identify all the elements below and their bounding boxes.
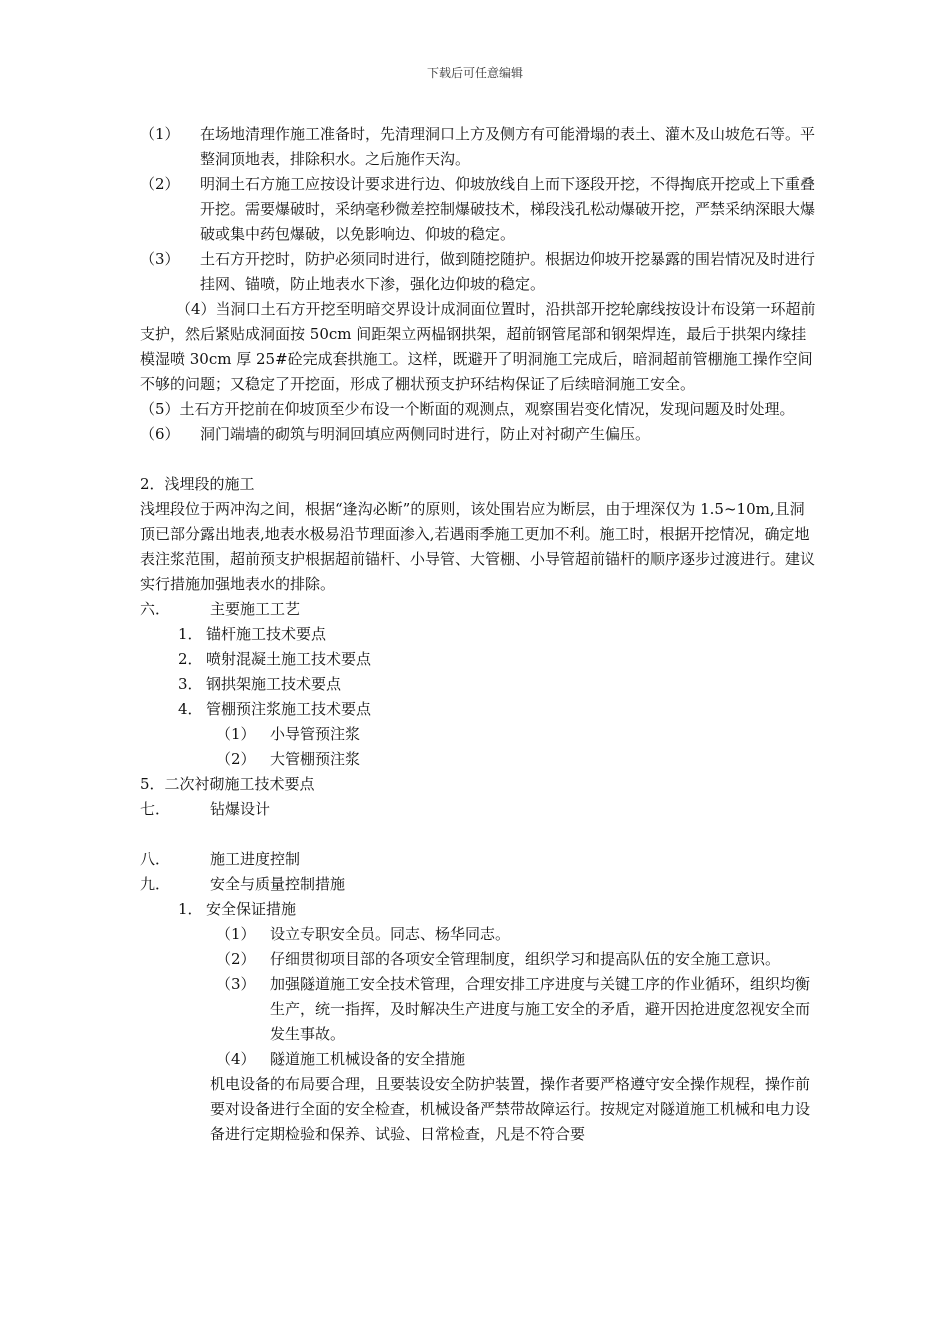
sub-list-item — [140, 1047, 818, 1072]
section-title: 安全与质量控制措施 — [210, 875, 346, 893]
sub-list-item — [140, 722, 818, 747]
section-heading: 2．浅埋段的施工 — [140, 475, 255, 493]
list-item — [140, 122, 818, 172]
item-text: 在场地清理作施工准备时，先清理洞口上方及侧方有可能滑塌的表土、灌木及山坡危石等。平整洞顶地表，排除积水。之后施作天沟。 — [200, 125, 816, 168]
item-text: 大管棚预注浆 — [270, 750, 361, 768]
paragraph-4: （4）当洞口土石方开挖至明暗交界设计成洞面位置时，沿拱部开挖轮廓线按设计布设第一环超前支护，然后紧贴成洞面按 50cm 间距架立两榀钢拱架，超前钢管尾部和钢架焊连，最后于拱架内缘挂模湿喷 30cm 厚 25#砼完成套拱施工。这样，既避开了明洞施工完成后，暗洞超前管棚施工操作空间不够的问题；又稳定了开挖面，形成了棚状预支护环结构保证了后续暗洞施工安全。 — [140, 300, 816, 393]
item-number: 1． — [178, 900, 203, 918]
list-item — [140, 422, 818, 447]
paragraph-shallow: 浅埋段位于两冲沟之间，根据“逢沟必断”的原则，该处围岩应为断层，由于埋深仅为 1.5~10m,且洞顶已部分露出地表,地表水极易沿节理面渗入,若遇雨季施工更加不利。施工时，根据开挖情况，确定地表注浆范围，超前预支护根据超前锚杆、小导管、大管棚、小导管超前锚杆的顺序逐步过渡进行。建议实行措施加强地表水的排除。 — [140, 500, 816, 593]
list-item — [140, 897, 818, 922]
list-item — [140, 247, 818, 297]
item-text: 小导管预注浆 — [270, 725, 361, 743]
document-body — [140, 122, 818, 1147]
paragraph-5: （5）土石方开挖前在仰坡顶至少布设一个断面的观测点，观察围岩变化情况，发现问题及时处理。 — [140, 400, 795, 418]
item-text: 明洞土石方施工应按设计要求进行边、仰坡放线自上而下逐段开挖，不得掏底开挖或上下重叠开挖。需要爆破时，采纳毫秒微差控制爆破技术，梯段浅孔松动爆破开挖，严禁采纳深眼大爆破或集中药包爆破，以免影响边、仰坡的稳定。 — [200, 175, 816, 243]
item-text: 钢拱架施工技术要点 — [206, 675, 342, 693]
section-number: 八． — [140, 850, 171, 868]
sub-list-item — [140, 947, 818, 972]
list-item — [140, 672, 818, 697]
section-title: 施工进度控制 — [210, 850, 301, 868]
list-item — [140, 647, 818, 672]
sub-list-item — [140, 747, 818, 772]
section-number: 六． — [140, 600, 171, 618]
sub-list-item — [140, 922, 818, 947]
list-item — [140, 697, 818, 722]
item-number: （1） — [216, 925, 256, 943]
item-number: 2． — [178, 650, 203, 668]
item-text: 隧道施工机械设备的安全措施 — [270, 1050, 466, 1068]
item-number: 3． — [178, 675, 203, 693]
item-number: 4． — [178, 700, 203, 718]
item-text: 设立专职安全员。同志、杨华同志。 — [270, 925, 511, 943]
list-item: 5．二次衬砌施工技术要点 — [140, 775, 315, 793]
section-heading — [140, 797, 818, 822]
list-item — [140, 172, 818, 247]
section-heading — [140, 872, 818, 897]
section-number: 九． — [140, 875, 171, 893]
item-number: （1） — [140, 125, 180, 143]
item-number: 1． — [178, 625, 203, 643]
item-text: 加强隧道施工安全技术管理，合理安排工序进度与关键工序的作业循环，组织均衡生产，统一指挥，及时解决生产进度与施工安全的矛盾，避开因抢进度忽视安全而发生事故。 — [270, 975, 811, 1043]
section-heading — [140, 847, 818, 872]
spacer — [140, 822, 818, 847]
item-number: （4） — [216, 1050, 256, 1068]
sub-list-item — [140, 972, 818, 1047]
item-number: （6） — [140, 425, 180, 443]
item-number: （1） — [216, 725, 256, 743]
page-header: 下载后可任意编辑 — [426, 66, 523, 80]
item-text: 喷射混凝土施工技术要点 — [206, 650, 372, 668]
item-number: （2） — [140, 175, 180, 193]
item-text: 安全保证措施 — [206, 900, 297, 918]
item-number: （3） — [140, 250, 180, 268]
section-number: 七． — [140, 800, 171, 818]
item-number: （2） — [216, 950, 256, 968]
item-text: 洞门端墙的砌筑与明洞回填应两侧同时进行，防止对衬砌产生偏压。 — [200, 425, 651, 443]
section-heading — [140, 597, 818, 622]
item-number: （2） — [216, 750, 256, 768]
item-text: 锚杆施工技术要点 — [206, 625, 327, 643]
item-text: 土石方开挖时，防护必须同时进行，做到随挖随护。根据边仰坡开挖暴露的围岩情况及时进行挂网、锚喷，防止地表水下渗，强化边仰坡的稳定。 — [200, 250, 816, 293]
list-item — [140, 622, 818, 647]
item-number: （3） — [216, 975, 256, 993]
section-title: 钻爆设计 — [210, 800, 271, 818]
section-title: 主要施工工艺 — [210, 600, 301, 618]
item-text: 管棚预注浆施工技术要点 — [206, 700, 372, 718]
item-text: 仔细贯彻项目部的各项安全管理制度，组织学习和提高队伍的安全施工意识。 — [270, 950, 781, 968]
paragraph-equipment: 机电设备的布局要合理，且要装设安全防护装置，操作者要严格遵守安全操作规程，操作前要对设备进行全面的安全检查，机械设备严禁带故障运行。按规定对隧道施工机械和电力设备进行定期检验和保养、试验、日常检查，凡是不符合要 — [210, 1075, 811, 1143]
spacer — [140, 447, 818, 472]
